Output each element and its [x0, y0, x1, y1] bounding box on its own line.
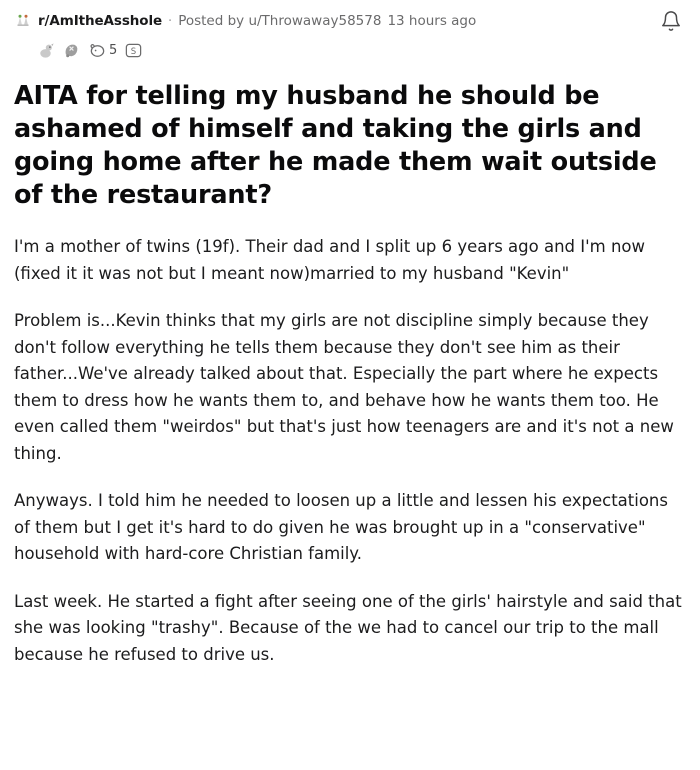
svg-text:S: S	[131, 46, 137, 57]
post-timestamp: 13 hours ago	[387, 13, 477, 29]
silver-badge-icon[interactable]	[124, 41, 143, 60]
header-separator: ·	[168, 13, 173, 29]
post-author[interactable]: Posted by u/Throwaway58578	[178, 13, 382, 29]
helpful-award-icon[interactable]	[62, 41, 81, 60]
page-title: AITA for telling my husband he should be ashamed of himself and taking the girls and going home after he made them wait outside of the restaurant?	[14, 81, 657, 210]
notification-bell-icon[interactable]	[658, 8, 684, 34]
post-header	[14, 10, 686, 32]
aita-subreddit-avatar-icon	[14, 12, 32, 30]
post-paragraph: Last week. He started a fight after seeing one of the girls' hairstyle and said that she was looking "trashy". Because of the we had to cancel our trip to the mall because he refused to drive us.	[14, 591, 682, 664]
post-paragraph: Anyways. I told him he needed to loosen up a little and lessen his expectations of them but I get it's hard to do given he was brought up in a "conservative" household with hard-core Christian family.	[14, 491, 668, 563]
post-body	[14, 234, 686, 668]
awards-row	[36, 38, 686, 62]
post-paragraph: I'm a mother of twins (19f). Their dad and I split up 6 years ago and I'm now (fixed it it was not but I meant now)married to my husband "Kevin"	[14, 237, 646, 283]
wholesome-award-icon[interactable]	[88, 41, 117, 60]
post-paragraph: Problem is...Kevin thinks that my girls are not discipline simply because they don't follow everything he tells them because they don't see him as their father...We've already talked about that. Especially the part where he expects them to dress how he wants them to, and behave how he wants them too. He even called them "weirdos" but that's just how teenagers are and it's not a new thing.	[14, 311, 674, 463]
award-count-label: 5	[109, 42, 118, 58]
silver-award-icon[interactable]	[36, 41, 55, 60]
subreddit-link[interactable]: r/AmItheAsshole	[38, 13, 163, 29]
